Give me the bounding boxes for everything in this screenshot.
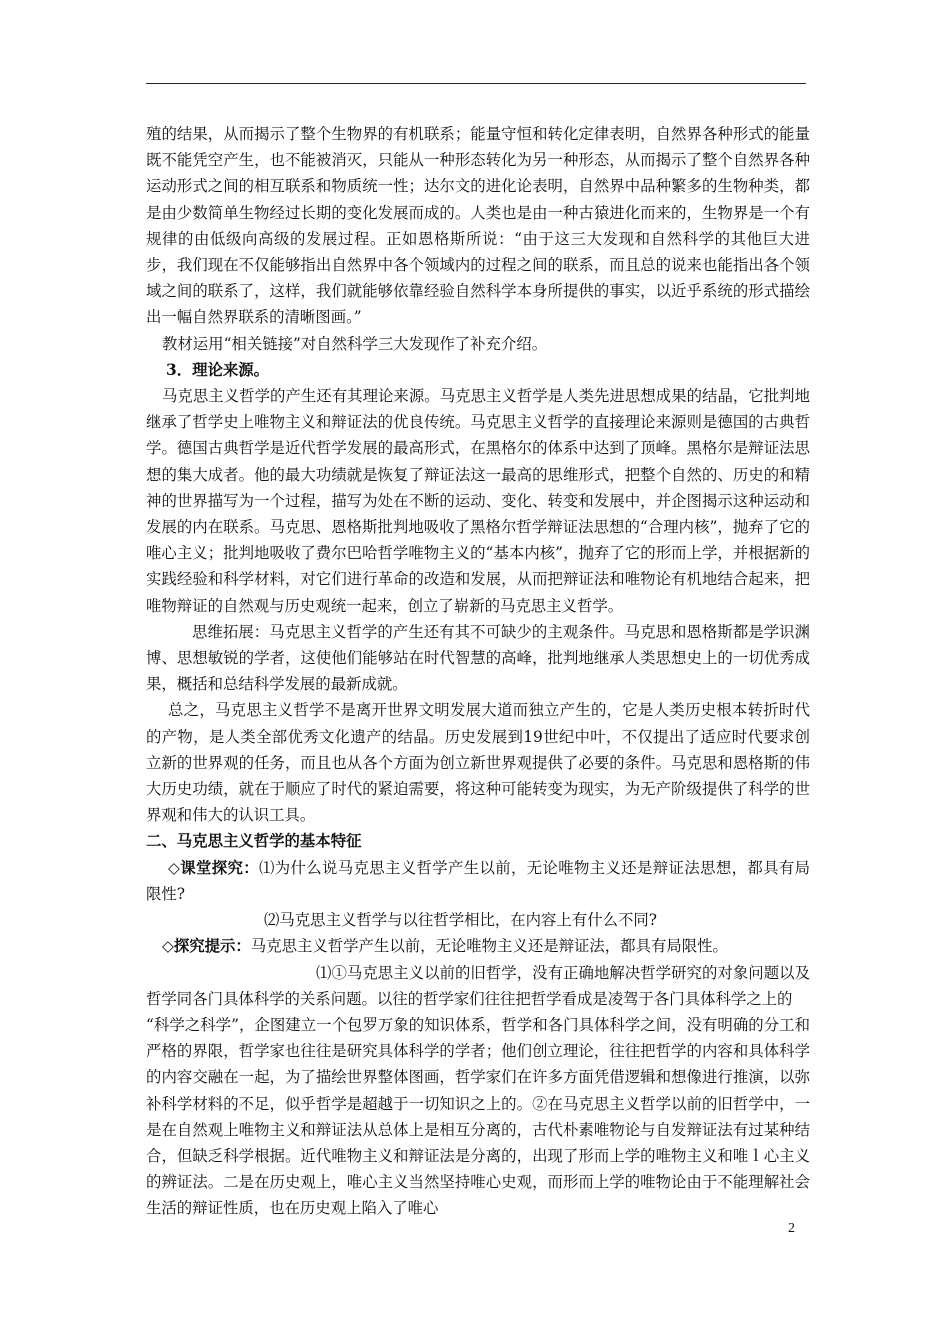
paragraph-summary: 总之，马克思主义哲学不是离开世界文明发展大道而独立产生的，它是人类历史根本转折时代的产物，是人类全部优秀文化遗产的结晶。历史发展到19世纪中叶，不仅提出了适应时代要求创立新的世界观的任务，而且也从各个方面为创立新世界观提供了必要的条件。马克思和恩格斯的伟大历史功绩，就在于顺应了时代的紧迫需要，将这种可能转变为现实，为无产阶级提供了科学的世界观和伟大的认识工具。 <box>146 701 810 825</box>
answer-part-1b: “科学之科学”，企图建立一个包罗万象的知识体系，哲学和各门具体科学之间，没有明确的分工和严格的界限，哲学家也往往是研究具体科学的学者；他们创立理论，往往把哲学的内容和具体科学的内容交融在一起，为了描绘世界整体图画，哲学家们在许多方面凭借逻辑和想像进行推演，以弥补科学材料的不足，似乎哲学是超越于一切知识之上的。②在马克思主义哲学以前的旧哲学中，一是在自然观上唯物主义和辩证法从总体上是相互分离的，古代朴素唯物论与自发辩证法有过某种结合，但缺乏科学根据。近代唯物主义和辩证法是分离的，出现了形而上学的唯物主义和唯ｌ心主义的辨证法。二是在历史观上，唯心主义当然坚持唯心史观，而形而上学的唯物论由于不能理解社会生活的辩证性质，也在历史观上陷入了唯心 <box>146 1015 810 1218</box>
inquiry-question-1: ⑴为什么说马克思主义哲学产生以前，无论唯物主义还是辩证法思想，都具有局限性? <box>146 858 810 903</box>
classroom-inquiry <box>146 855 810 907</box>
inquiry-hint-text: 马克思主义哲学产生以前，无论唯物主义还是辩证法，都具有局限性。 <box>250 937 728 956</box>
inquiry-hint-label: ◇探究提示： <box>162 937 251 956</box>
classroom-inquiry-label: ◇课堂探究： <box>168 858 259 877</box>
page-number: 2 <box>788 1221 795 1236</box>
paragraph-theory-source: 马克思主义哲学的产生还有其理论来源。马克思主义哲学是人类先进思想成果的结晶，它批判地继承了哲学史上唯物主义和辩证法的优良传统。马克思主义哲学的直接理论来源则是德国的古典哲学。德国古典哲学是近代哲学发展的最高形式，在黑格尔的体系中达到了顶峰。黑格尔是辩证法思想的集大成者。他的最大功绩就是恢复了辩证法这一最高的思维形式，把整个自然的、历史的和精神的世界描写为一个过程，描写为处在不断的运动、变化、转变和发展中，并企图揭示这种运动和发展的内在联系。马克思、恩格斯批判地吸收了黑格尔哲学辩证法思想的“合理内核”，抛弃了它的唯心主义；批判地吸收了费尔巴哈哲学唯物主义的“基本内核”，抛弃了它的形而上学，并根据新的实践经验和科学材料，对它们进行革命的改造和发展，从而把辩证法和唯物论有机地结合起来，把唯物辩证的自然观与历史观统一起来，创立了崭新的马克思主义哲学。 <box>146 387 810 615</box>
paragraph-thinking-extension: 思维拓展：马克思主义哲学的产生还有其不可缺少的主观条件。马克思和恩格斯都是学识渊博、思想敏锐的学者，这使他们能够站在时代智慧的高峰，批判地继承人类思想史上的一切优秀成果，概括和总结科学发展的最新成就。 <box>146 622 810 694</box>
inquiry-question-2: ⑵马克思主义哲学与以往哲学相比，在内容上有什么不同? <box>264 911 658 930</box>
section-heading-theory-source: 3．理论来源。 <box>166 360 270 379</box>
paragraph-related-link: 教材运用“相关链接”对自然科学三大发现作了补充介绍。 <box>162 334 548 353</box>
section-heading-basic-features: 二、马克思主义哲学的基本特征 <box>146 832 362 851</box>
paragraph-continuation: 殖的结果，从而揭示了整个生物界的有机联系；能量守恒和转化定律表明，自然界各种形式的能量既不能凭空产生，也不能被消灭，只能从一种形态转化为另一种形态，从而揭示了整个自然界各种运动形式之间的相互联系和物质统一性；达尔文的进化论表明，自然界中品种繁多的生物种类，都是由少数简单生物经过长期的变化发展而成的。人类也是由一种古猿进化而来的，生物界是一个有规律的由低级向高级的发展过程。正如恩格斯所说：“由于这三大发现和自然科学的其他巨大进步，我们现在不仅能够指出自然界中各个领域内的过程之间的联系，而且总的说来也能指出各个领域之间的联系了，这样，我们就能够依靠经验自然科学本身所提供的事实，以近乎系统的形式描绘出一幅自然界联系的清晰图画。” <box>146 125 810 327</box>
answer-part-1a: ⑴①马克思主义以前的旧哲学，没有正确地解决哲学研究的对象问题以及哲学同各门具体科学的关系问题。以往的哲学家们往往把哲学看成是凌驾于各门具体科学之上的 <box>146 963 810 1008</box>
page-body <box>146 121 810 1222</box>
inquiry-hint <box>146 933 810 959</box>
header-rule <box>146 83 806 84</box>
